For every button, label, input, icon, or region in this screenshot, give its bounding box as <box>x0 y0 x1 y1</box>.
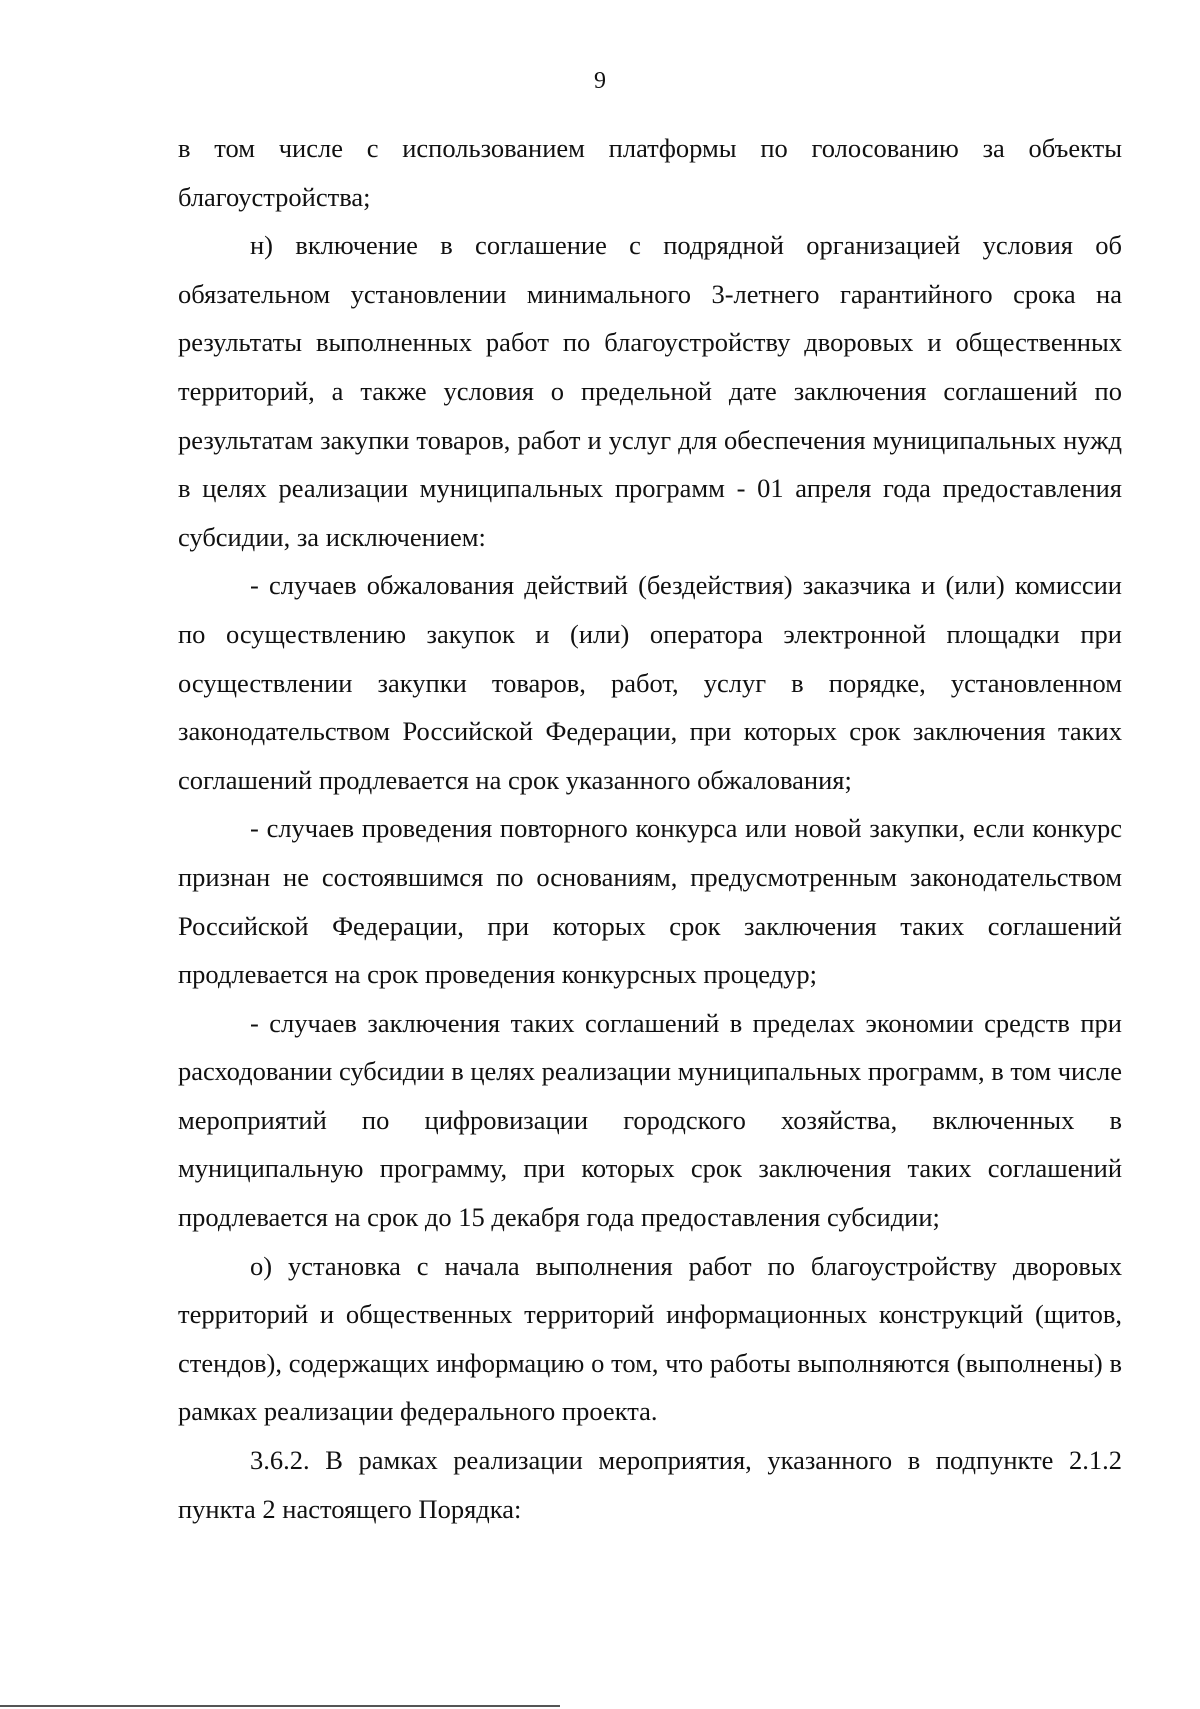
paragraph-section-3-6-2: 3.6.2. В рамках реализации мероприятия, указанного в подпункте 2.1.2 пункта 2 настоящего Порядка: <box>178 1445 1122 1524</box>
paragraph-continuation: в том числе с использованием платформы по голосованию за объекты благоустройства; <box>178 133 1122 212</box>
scan-edge-line <box>0 1705 560 1707</box>
paragraph-item-o: о) установка с начала выполнения работ по благоустройству дворовых территорий и общественных территорий информационных конструкций (щитов, стендов), содержащих информацию о том, что работы выполняются (выполнены) в рамках реализации федерального проекта. <box>178 1250 1122 1427</box>
paragraph-exception-repeat-tender: - случаев проведения повторного конкурса или новой закупки, если конкурс признан не состоявшимся по основаниям, предусмотренным законодательством Российской Федерации, при которых срок заключения таких соглашений продлевается на срок проведения конкурсных процедур; <box>178 813 1122 990</box>
document-body <box>178 124 1122 1533</box>
page-number: 9 <box>594 68 606 94</box>
paragraph-item-n: н) включение в соглашение с подрядной организацией условия об обязательном установлении минимального 3-летнего гарантийного срока на результаты выполненных работ по благоустройству дворовых и общественных территорий, а также условия о предельной дате заключения соглашений по результатам закупки товаров, работ и услуг для обеспечения муниципальных нужд в целях реализации муниципальных программ - 01 апреля года предоставления субсидии, за исключением: <box>178 230 1122 552</box>
paragraph-exception-savings: - случаев заключения таких соглашений в пределах экономии средств при расходовании субсидии в целях реализации муниципальных программ, в том числе мероприятий по цифровизации городского хозяйства, включенных в муниципальную программу, при которых срок заключения таких соглашений продлевается на срок до 15 декабря года предоставления субсидии; <box>178 1007 1122 1233</box>
paragraph-exception-appeal: - случаев обжалования действий (бездействия) заказчика и (или) комиссии по осуществлению закупок и (или) оператора электронной площадки при осуществлении закупки товаров, работ, услуг в порядке, установленном законодательством Российской Федерации, при которых срок заключения таких соглашений продлевается на срок указанного обжалования; <box>178 570 1122 795</box>
